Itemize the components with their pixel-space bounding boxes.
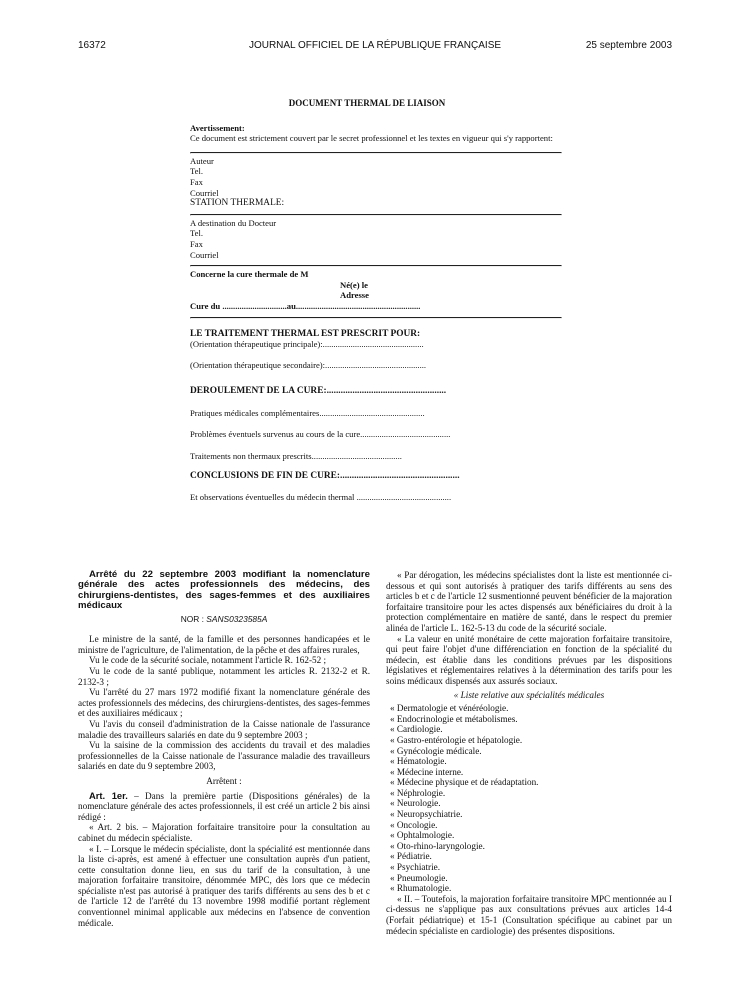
article-1-text: – Dans la première partie (Dispositions générales) de la nomenclature générale des actes professionnels, il est créé un article 2 bis ainsi rédigé : xyxy=(78,790,370,822)
decree-title: Arrêté du 22 septembre 2003 modifiant la nomenclature générale des actes professionnels des médecins, des chirurgiens-dentistes, des sages-femmes et des auxiliaires médicaux xyxy=(78,569,370,612)
cure-dates-line: Cure du ..............................au.......................................................... xyxy=(190,300,421,311)
author-tel-label: Tel. xyxy=(190,166,203,177)
warning-text: Ce document est strictement couvert par le secret professionnel et les textes en vigueur qui s'y rapportent: xyxy=(190,133,553,144)
list-item: « Neurologie. xyxy=(390,798,441,809)
list-item: « Néphrologie. xyxy=(390,787,446,798)
list-item: « Gastro-entérologie et hépatologie. xyxy=(390,734,523,745)
arretent-label: Arrêtent : xyxy=(206,775,242,786)
list-item: « Oto-rhino-laryngologie. xyxy=(390,840,485,851)
list-item: « Cardiologie. xyxy=(390,724,443,735)
journal-title: JOURNAL OFFICIEL DE LA RÉPUBLIQUE FRANÇAISE xyxy=(248,40,502,51)
list-item: « Oncologie. xyxy=(390,819,438,830)
list-item: « Rhumatologie. xyxy=(390,883,452,894)
concerne-label: Concerne la cure thermale de M xyxy=(190,269,309,280)
address-label: Adresse xyxy=(340,290,369,301)
preamble-paragraph: Le ministre de la santé, de la famille et des personnes handicapées et le ministre de l'agriculture, de l'alimentation, de la pêche et des affaires rurales, xyxy=(78,634,370,655)
form-title: DOCUMENT THERMAL DE LIAISON xyxy=(288,98,446,108)
list-item: « Dermatologie et vénéréologie. xyxy=(390,703,509,714)
list-item: « Gynécologie médicale. xyxy=(390,745,482,756)
article-1-label: Art. 1er. xyxy=(89,789,128,801)
problemes-line: Problèmes éventuels survenus au cours de la cure.......................................... xyxy=(190,429,451,440)
pratiques-line: Pratiques médicales complémentaires................................................. xyxy=(190,407,425,418)
recipient-block xyxy=(190,218,560,260)
birth-date-label: Né(e) le xyxy=(340,279,368,290)
deroulement-heading: DEROULEMENT DE LA CURE:................................................... xyxy=(190,386,447,397)
specialties-list-title: « Liste relative aux spécialités médicales xyxy=(453,689,605,700)
recipient-label: A destination du Docteur xyxy=(190,217,277,228)
list-item: « Médecine interne. xyxy=(390,766,464,777)
specialties-list xyxy=(386,703,672,894)
left-column xyxy=(78,570,370,928)
page-number: 16372 xyxy=(78,40,106,51)
station-label: STATION THERMALE: xyxy=(190,198,285,209)
preamble-paragraph: Vu l'avis du conseil d'administration de la Caisse nationale de l'assurance maladie des travailleurs salariés en date du 9 septembre 2003 ; xyxy=(78,718,370,740)
recipient-fax-label: Fax xyxy=(190,238,203,249)
derogation-paragraph: « Par dérogation, les médecins spécialistes dont la liste est mentionnée ci-dessous et qui sont autorisés à pratiquer des tarifs différents au sens des articles b et c de l'article 12 susmentionné peuvent bénéficier de la majoration forfaitaire transitoire pour les actes dispensés aux bénéficiaires du droit à la protection complémentaire en matière de santé, dans le respect du premier alinéa de l'article L. 162-5-13 du code de la sécurité sociale. xyxy=(386,570,672,633)
publication-date: 25 septembre 2003 xyxy=(585,40,672,51)
preamble-paragraph: Vu la saisine de la commission des accidents du travail et des maladies professionnelles de la Caisse nationale de l'assurance maladie des travailleurs salariés en date du 9 septembre 2003, xyxy=(78,740,370,772)
list-item: « Pneumologie. xyxy=(390,872,448,883)
orientation-secondaire-line: (Orientation thérapeutique secondaire):............................................... xyxy=(190,359,427,370)
valeur-paragraph: « La valeur en unité monétaire de cette majoration forfaitaire transitoire, qui peut faire l'objet d'une différenciation en fonction de la spécialité du médecin, est établie dans les conditions prévues par les dispositions législatives et réglementaires relatives à la détermination des tarifs pour les soins médicaux dispensés aux assurés sociaux. xyxy=(386,633,672,686)
article-2bis-paragraph-I: « I. – Lorsque le médecin spécialiste, dont la spécialité est mentionnée dans la liste ci-après, est amené à effectuer une consultation auprès d'un patient, cette consultation donne lieu, en sus du tarif de la consultation, à une majoration forfaitaire transitoire, dénommée MPC, dès lors que ce médecin spécialiste n'est pas autorisé à pratiquer des tarifs différents au sens des b et c de l'article 12 de l'arrêté du 13 novembre 1998 modifié portant règlement conventionnel minimal applicable aux médecins en l'absence de convention médicale. xyxy=(78,843,370,928)
author-email-label: Courriel xyxy=(190,187,219,198)
orientation-principale-line: (Orientation thérapeutique principale):............................................... xyxy=(190,339,424,350)
author-fax-label: Fax xyxy=(190,176,203,187)
preamble-paragraph: Vu l'arrêté du 27 mars 1972 modifié fixant la nomenclature générale des actes professionnels des médecins, des chirurgiens-dentistes, des sages-femmes et des auxiliaires médicaux ; xyxy=(78,687,370,719)
list-item: « Endocrinologie et métabolismes. xyxy=(390,713,518,724)
article-1 xyxy=(78,791,370,823)
article-2bis-heading: « Art. 2 bis. – Majoration forfaitaire transitoire pour la consultation au cabinet du médecin spécialiste. xyxy=(78,822,370,843)
author-block xyxy=(190,156,560,209)
list-item: « Hématologie. xyxy=(390,756,447,767)
nor-label: NOR : xyxy=(180,613,204,624)
list-item: « Médecine physique et de réadaptation. xyxy=(390,777,539,788)
list-item: « Ophtalmologie. xyxy=(390,830,455,841)
thermal-liaison-form xyxy=(190,98,560,503)
list-item: « Neuropsychiatrie. xyxy=(390,809,463,820)
preamble-paragraph: Vu le code de la sécurité sociale, notamment l'article R. 162-52 ; xyxy=(89,655,327,666)
list-item: « Psychiatrie. xyxy=(390,862,441,873)
paragraph-II: « II. – Toutefois, la majoration forfaitaire transitoire MPC mentionnée au I ci-dessus ne s'applique pas aux consultations prévues aux articles 14-4 (Forfait pédiatrique) et 15-1 (Consultation spécifique au cabinet par un médecin spécialiste en cardiologie) des présentes dispositions. xyxy=(386,893,672,936)
nor-code: SANS0323585A xyxy=(206,613,268,624)
nor-reference xyxy=(78,614,370,625)
observations-line: Et observations éventuelles du médecin thermal ............................................ xyxy=(190,492,452,503)
recipient-tel-label: Tel. xyxy=(190,228,203,239)
conclusions-heading: CONCLUSIONS DE FIN DE CURE:................................................... xyxy=(190,470,460,481)
author-label: Auteur xyxy=(190,155,214,166)
treatment-heading: LE TRAITEMENT THERMAL EST PRESCRIT POUR: xyxy=(190,328,421,339)
recipient-email-label: Courriel xyxy=(190,249,219,260)
right-column xyxy=(386,570,672,936)
list-item: « Pédiatrie. xyxy=(390,851,432,862)
warning-heading: Avertissement: xyxy=(190,122,245,133)
traitements-line: Traitements non thermaux prescrits.......................................... xyxy=(190,451,402,462)
page-header xyxy=(78,40,672,54)
preamble-paragraph: Vu le code de la santé publique, notamment les articles R. 2132-2 et R. 2132-3 ; xyxy=(78,666,370,687)
